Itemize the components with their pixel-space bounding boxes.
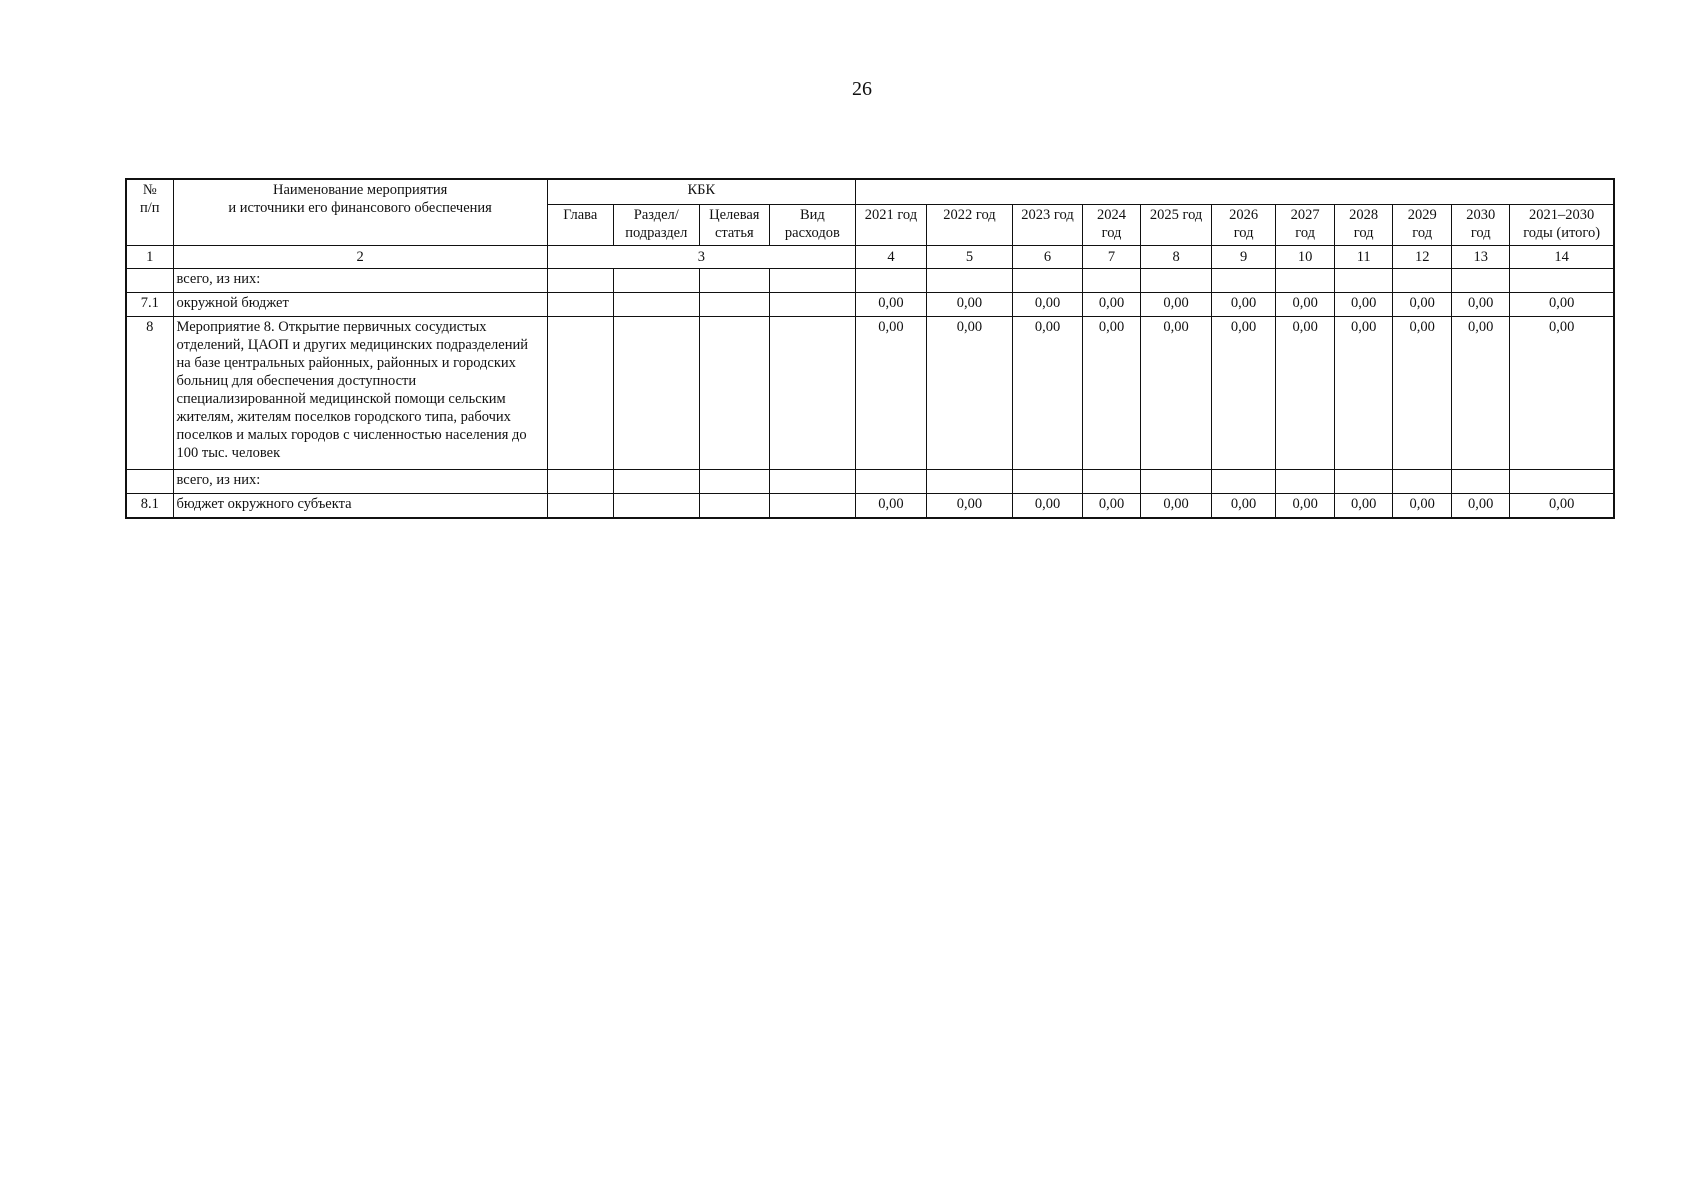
value-cell: 0,00: [1013, 293, 1083, 317]
value-cell: [1212, 470, 1276, 494]
table-row: [126, 494, 1614, 519]
value-cell: 0,00: [926, 293, 1012, 317]
kbk-cell: [613, 293, 699, 317]
col-number: 3: [547, 246, 855, 269]
header-kbk-glava: Глава: [547, 205, 613, 246]
value-cell: [1276, 470, 1335, 494]
value-cell: [1013, 269, 1083, 293]
value-cell: [1141, 470, 1212, 494]
value-cell: [1276, 269, 1335, 293]
value-cell: [1141, 269, 1212, 293]
kbk-cell: [769, 494, 855, 519]
table-row: [126, 470, 1614, 494]
value-cell: 0,00: [855, 293, 926, 317]
kbk-cell: [699, 494, 769, 519]
kbk-cell: [547, 470, 613, 494]
value-cell: 0,00: [1335, 293, 1393, 317]
header-year-2030: 2030 год: [1452, 205, 1510, 246]
value-cell: [1393, 269, 1452, 293]
row-name: бюджет окружного субъекта: [173, 494, 547, 519]
header-num: [126, 179, 173, 246]
kbk-cell: [547, 293, 613, 317]
col-number: 9: [1212, 246, 1276, 269]
value-cell: 0,00: [1013, 317, 1083, 470]
value-cell: [1393, 470, 1452, 494]
header-num-text: № п/п: [139, 182, 160, 216]
kbk-cell: [769, 317, 855, 470]
kbk-cell: [699, 293, 769, 317]
col-number: 8: [1141, 246, 1212, 269]
value-cell: [855, 470, 926, 494]
header-kbk-razdel: Раздел/ подраздел: [613, 205, 699, 246]
value-cell-total: [1510, 470, 1614, 494]
row-num: 8: [126, 317, 173, 470]
kbk-cell: [613, 494, 699, 519]
value-cell: 0,00: [1141, 293, 1212, 317]
row-name: всего, из них:: [173, 269, 547, 293]
header-year-total: 2021–2030 годы (итого): [1510, 205, 1614, 246]
value-cell: 0,00: [926, 494, 1012, 519]
value-cell-total: [1510, 269, 1614, 293]
col-number: 7: [1083, 246, 1141, 269]
value-cell: 0,00: [1083, 293, 1141, 317]
value-cell: 0,00: [1276, 317, 1335, 470]
row-name: Мероприятие 8. Открытие первичных сосудистых отделений, ЦАОП и других медицинских подразделений на базе центральных районных, районных и городских больниц для обеспечения доступности специализированной медицинской помощи сельским жителям, жителям поселков городского типа, рабочих поселков и малых городов с численностью населения до 100 тыс. человек: [173, 317, 547, 470]
kbk-cell: [547, 269, 613, 293]
header-year-2029: 2029 год: [1393, 205, 1452, 246]
value-cell: 0,00: [1212, 293, 1276, 317]
header-year-2028: 2028 год: [1335, 205, 1393, 246]
table-row: [126, 317, 1614, 470]
page-number: 26: [852, 78, 872, 100]
value-cell: 0,00: [1212, 317, 1276, 470]
value-cell: 0,00: [855, 317, 926, 470]
value-cell: [926, 269, 1012, 293]
header-name-text: Наименование мероприятия и источники его финансового обеспечения: [228, 182, 492, 216]
value-cell: 0,00: [926, 317, 1012, 470]
value-cell: [855, 269, 926, 293]
header-kbk: КБК: [547, 179, 855, 205]
header-kbk-tselevaya: Целевая статья: [699, 205, 769, 246]
kbk-cell: [769, 269, 855, 293]
value-cell: [1083, 269, 1141, 293]
value-cell: 0,00: [1013, 494, 1083, 519]
budget-table: [125, 178, 1615, 519]
kbk-cell: [699, 317, 769, 470]
row-name: всего, из них:: [173, 470, 547, 494]
header-years-group: [855, 179, 1614, 205]
header-year-2021: 2021 год: [855, 205, 926, 246]
row-num: [126, 269, 173, 293]
value-cell: 0,00: [1393, 494, 1452, 519]
value-cell: 0,00: [1393, 293, 1452, 317]
value-cell: [1452, 269, 1510, 293]
column-number-row: [126, 246, 1614, 269]
kbk-cell: [613, 269, 699, 293]
value-cell-total: 0,00: [1510, 293, 1614, 317]
value-cell: 0,00: [855, 494, 926, 519]
header-year-2027: 2027 год: [1276, 205, 1335, 246]
row-num: 8.1: [126, 494, 173, 519]
value-cell: 0,00: [1141, 494, 1212, 519]
kbk-cell: [547, 317, 613, 470]
kbk-cell: [613, 317, 699, 470]
row-num: 7.1: [126, 293, 173, 317]
kbk-cell: [699, 269, 769, 293]
value-cell: 0,00: [1083, 494, 1141, 519]
col-number: 14: [1510, 246, 1614, 269]
header-kbk-vid: Вид расходов: [769, 205, 855, 246]
col-number: 10: [1276, 246, 1335, 269]
value-cell: 0,00: [1212, 494, 1276, 519]
row-name: окружной бюджет: [173, 293, 547, 317]
value-cell-total: 0,00: [1510, 494, 1614, 519]
value-cell: [1212, 269, 1276, 293]
value-cell: [1452, 470, 1510, 494]
header-year-2024: 2024 год: [1083, 205, 1141, 246]
value-cell: 0,00: [1335, 317, 1393, 470]
value-cell: [1083, 470, 1141, 494]
value-cell: 0,00: [1335, 494, 1393, 519]
header-year-2026: 2026 год: [1212, 205, 1276, 246]
table-row: [126, 293, 1614, 317]
col-number: 4: [855, 246, 926, 269]
header-name: [173, 179, 547, 246]
value-cell: [926, 470, 1012, 494]
header-row-top: [126, 179, 1614, 205]
kbk-cell: [769, 470, 855, 494]
col-number: 1: [126, 246, 173, 269]
value-cell: 0,00: [1141, 317, 1212, 470]
kbk-cell: [613, 470, 699, 494]
value-cell: 0,00: [1393, 317, 1452, 470]
value-cell: 0,00: [1452, 293, 1510, 317]
table-row: [126, 269, 1614, 293]
col-number: 2: [173, 246, 547, 269]
row-num: [126, 470, 173, 494]
value-cell: 0,00: [1276, 494, 1335, 519]
kbk-cell: [547, 494, 613, 519]
value-cell: [1013, 470, 1083, 494]
value-cell: 0,00: [1276, 293, 1335, 317]
col-number: 12: [1393, 246, 1452, 269]
col-number: 5: [926, 246, 1012, 269]
col-number: 11: [1335, 246, 1393, 269]
value-cell: 0,00: [1452, 494, 1510, 519]
kbk-cell: [769, 293, 855, 317]
value-cell: [1335, 269, 1393, 293]
col-number: 13: [1452, 246, 1510, 269]
value-cell: [1335, 470, 1393, 494]
col-number: 6: [1013, 246, 1083, 269]
header-year-2022: 2022 год: [926, 205, 1012, 246]
value-cell: 0,00: [1452, 317, 1510, 470]
header-year-2025: 2025 год: [1141, 205, 1212, 246]
kbk-cell: [699, 470, 769, 494]
header-year-2023: 2023 год: [1013, 205, 1083, 246]
value-cell-total: 0,00: [1510, 317, 1614, 470]
value-cell: 0,00: [1083, 317, 1141, 470]
